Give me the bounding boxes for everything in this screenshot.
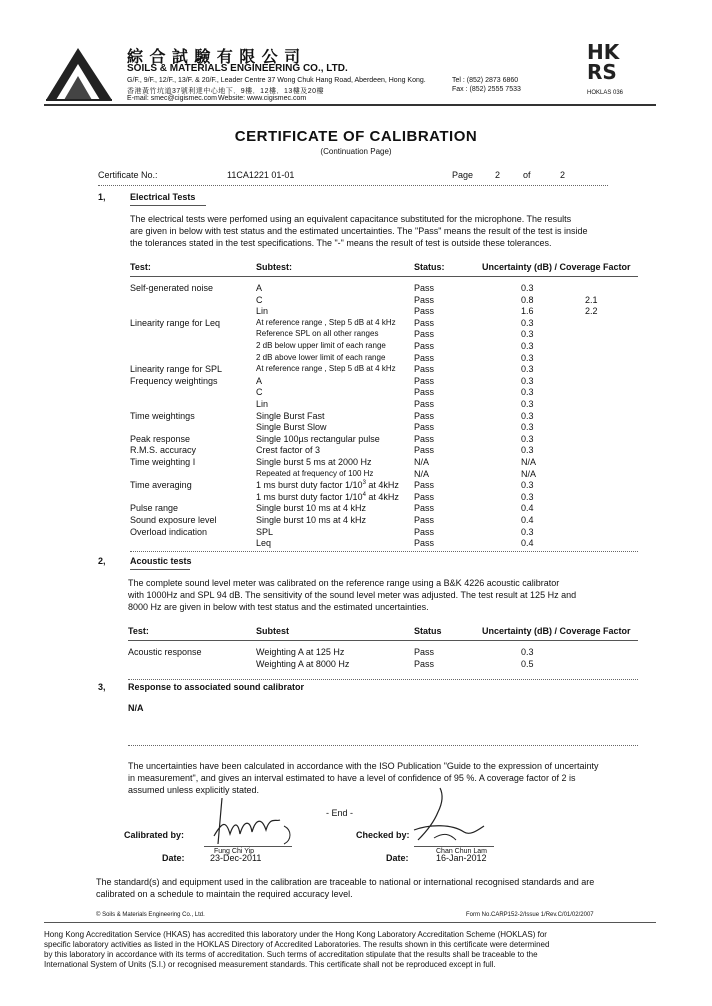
cell-subtest: Single Burst Slow <box>256 422 327 433</box>
cell-subtest: Single burst 10 ms at 4 kHz <box>256 515 367 525</box>
fax: Fax : (852) 2555 7533 <box>452 86 521 93</box>
cell-uncertainty: 0.3 <box>521 422 534 433</box>
cell-subtest: 2 dB below upper limit of each range <box>256 341 386 350</box>
cell-subtest: Reference SPL on all other ranges <box>256 329 379 339</box>
cell-status: Pass <box>414 352 435 363</box>
cell-uncertainty: 0.3 <box>521 364 534 375</box>
hkas-line: Hong Kong Accreditation Service (HKAS) has accredited this laboratory under the Hong Kong Laboratory Accreditation Scheme (HOKLAS) for <box>44 930 547 939</box>
cell-status: Pass <box>414 433 435 444</box>
checker-name: Chan Chun Lam <box>436 848 487 855</box>
cell-status: Pass <box>414 445 435 456</box>
cell-subtest <box>256 492 399 502</box>
copyright: © Soils & Materials Engineering Co., Ltd. <box>96 912 205 918</box>
cell-test: Frequency weightings <box>130 375 218 386</box>
cell-uncertainty: 0.4 <box>521 538 534 549</box>
cell-subtest: Weighting A at 125 Hz <box>256 647 345 657</box>
cell-status: Pass <box>414 526 435 537</box>
checked-date: 16-Jan-2012 <box>436 853 487 863</box>
cell-subtest: At reference range , Step 5 dB at 4 kHz <box>256 317 396 327</box>
cell-subtest: Repeated at frequency of 100 Hz <box>256 468 374 478</box>
cell-test: Time weightings <box>130 410 195 421</box>
cell-subtest: Single burst 10 ms at 4 kHz <box>256 503 367 514</box>
cell-status: Pass <box>414 329 435 340</box>
cell-subtest: Lin <box>256 399 269 409</box>
address-cn: 香港黃竹坑道37號利達中心地下．9樓．12樓．13樓及20樓 <box>127 88 325 95</box>
cell-status: Pass <box>414 283 435 293</box>
section3-title: Response to associated sound calibrator <box>128 682 305 692</box>
hoklas-logo <box>587 42 645 100</box>
cell-test: Pulse range <box>130 503 179 514</box>
cell-uncertainty: 0.8 <box>521 294 534 305</box>
cell-subtest-text: 1 ms burst duty factor 1/10 <box>256 480 363 491</box>
cell-subtest: SPL <box>256 526 274 537</box>
cell-status: Pass <box>414 503 435 514</box>
cell-coverage-factor: 2.2 <box>585 306 598 317</box>
cell-status: Pass <box>414 658 435 669</box>
traceability-line: calibrated on a schedule to maintain the required accuracy level. <box>96 889 353 899</box>
section3-value: N/A <box>128 703 144 713</box>
telephone: Tel : (852) 2873 6860 <box>452 77 519 84</box>
cell-subtest: Single Burst Fast <box>256 410 325 421</box>
cell-uncertainty: 0.3 <box>521 375 534 386</box>
cell-subtest-tail: at 4kHz <box>365 491 399 502</box>
certificate-subtitle: (Continuation Page) <box>320 147 392 156</box>
header-status: Status: <box>414 262 445 272</box>
cell-uncertainty: 0.3 <box>521 341 534 351</box>
cell-test: Overload indication <box>130 526 208 537</box>
cell-test: Linearity range for Leq <box>130 317 221 328</box>
cell-subtest: C <box>256 294 263 305</box>
cell-subtest-exponent: 3 <box>362 480 366 487</box>
cell-status: Pass <box>414 375 435 386</box>
company-name-en: SOILS & MATERIALS ENGINEERING CO., LTD. <box>127 63 348 74</box>
cell-test: Acoustic response <box>128 647 202 657</box>
calibrated-date-label: Date: <box>162 853 185 863</box>
header-uncertainty: Uncertainty (dB) / Coverage Factor <box>482 262 631 272</box>
traceability-line: The standard(s) and equipment used in the calibration are traceable to national or international recognised standards and are <box>96 877 595 887</box>
cell-status: N/A <box>414 457 430 467</box>
form-number: Form No.CARP152-2/Issue 1/Rev.C/01/02/2007 <box>466 912 594 918</box>
certificate-number-label: Certificate No.: <box>98 170 158 180</box>
cell-subtest-exponent: 4 <box>362 491 366 498</box>
cell-test: Time weighting I <box>130 457 196 467</box>
cell-subtest: At reference range , Step 5 dB at 4 kHz <box>256 364 396 374</box>
page-number: 2 <box>495 170 501 180</box>
section1-number: 1, <box>98 192 106 202</box>
cell-status: Pass <box>414 399 435 409</box>
cell-subtest: Weighting A at 8000 Hz <box>256 658 350 669</box>
cell-uncertainty: 0.3 <box>521 410 534 421</box>
cell-status: Pass <box>414 538 435 549</box>
uncertainty-note-line: assumed unless explicitly stated. <box>128 785 260 795</box>
cell-uncertainty: 0.3 <box>521 329 534 340</box>
certificate-title: CERTIFICATE OF CALIBRATION <box>234 128 478 145</box>
section2-para-line: with 1000Hz and SPL 94 dB. The sensitivity of the sound level meter was adjusted. The test result at 125 Hz and <box>128 590 577 600</box>
calibrated-date: 23-Dec-2011 <box>210 853 262 863</box>
certificate-number: 11CA1221 01-01 <box>227 170 295 180</box>
cell-subtest: A <box>256 375 263 386</box>
section3-number: 3, <box>98 682 106 692</box>
cell-subtest: A <box>256 283 263 293</box>
of-label: of <box>523 170 531 180</box>
section1-para-line: The electrical tests were perfomed using an equivalent capacitance substituted for the microphone. The results <box>130 214 572 224</box>
cell-uncertainty: 0.3 <box>521 445 534 456</box>
section2-para-line: The complete sound level meter was calibrated on the reference range using a B&K 4226 acoustic calibrator <box>128 578 560 588</box>
cell-uncertainty: 0.3 <box>521 480 534 491</box>
cell-status: N/A <box>414 468 430 479</box>
calibrator-signature <box>200 796 300 848</box>
website: Website: www.cigismec.com <box>218 95 307 102</box>
company-logo <box>44 44 114 102</box>
uncertainty-note-line: The uncertainties have been calculated in accordance with the ISO Publication "Guide to the expression of uncertainty <box>128 761 599 771</box>
cell-subtest: 2 dB above lower limit of each range <box>256 352 386 362</box>
cell-uncertainty: 0.4 <box>521 503 534 514</box>
cell-subtest: Lin <box>256 306 269 317</box>
calibrator-name: Fung Chi Yip <box>214 848 255 855</box>
cell-status: Pass <box>414 317 435 328</box>
cell-test: Peak response <box>130 433 191 444</box>
cell-uncertainty: N/A <box>521 468 537 479</box>
cell-uncertainty: 1.6 <box>521 306 534 317</box>
cell-status: Pass <box>414 422 435 433</box>
cell-status: Pass <box>414 491 435 502</box>
calibrated-by-label: Calibrated by: <box>124 830 185 840</box>
header-subtest: Subtest <box>256 626 290 636</box>
email: E-mail: smec@cigismec.com <box>127 95 217 102</box>
cell-test: Linearity range for SPL <box>130 364 223 375</box>
cell-uncertainty: 0.3 <box>521 433 534 444</box>
cell-status: Pass <box>414 341 435 351</box>
cell-uncertainty: 0.3 <box>521 317 534 328</box>
cell-uncertainty: 0.3 <box>521 647 534 657</box>
cell-uncertainty: N/A <box>521 457 537 467</box>
hkas-line: specific laboratory activities as listed in the HOKLAS Directory of Accredited Laboratories. The results shown in this certificate were determined <box>44 940 550 949</box>
cell-status: Pass <box>414 306 435 317</box>
hoklas-logo-text: HK RS <box>587 40 620 84</box>
section2-para-line: 8000 Hz are given in below with test status and the estimated uncertainties. <box>128 602 429 612</box>
cell-subtest: C <box>256 387 263 398</box>
page-label: Page <box>452 170 474 180</box>
uncertainty-note-line: in measurement", and gives an interval estimated to have a level of confidence of 95 %. A coverage factor of 2 is <box>128 773 576 783</box>
cell-status: Pass <box>414 387 435 398</box>
checked-by-label: Checked by: <box>356 830 410 840</box>
cell-subtest <box>256 480 399 490</box>
cell-subtest: Single burst 5 ms at 2000 Hz <box>256 457 372 467</box>
header-subtest: Subtest: <box>256 262 292 272</box>
cell-uncertainty: 0.3 <box>521 526 534 537</box>
header-uncertainty: Uncertainty (dB) / Coverage Factor <box>482 626 631 636</box>
cell-uncertainty: 0.3 <box>521 491 534 502</box>
cell-status: Pass <box>414 410 435 421</box>
cell-status: Pass <box>414 364 435 375</box>
header-status: Status <box>414 626 442 636</box>
cell-test: R.M.S. accuracy <box>130 445 197 456</box>
cell-uncertainty: 0.3 <box>521 352 534 363</box>
cell-subtest-tail: at 4kHz <box>365 480 399 491</box>
cell-subtest-text: 1 ms burst duty factor 1/10 <box>256 491 363 502</box>
cell-status: Pass <box>414 480 435 491</box>
cell-subtest: Single 100µs rectangular pulse <box>256 433 380 444</box>
cell-test: Self-generated noise <box>130 283 214 293</box>
page-total: 2 <box>560 170 566 180</box>
hkas-line: by this laboratory in accordance with its terms of accreditation. Such terms of accreditation stipulate that the results shall be traceable to the <box>44 950 538 959</box>
cell-uncertainty: 0.3 <box>521 387 534 398</box>
cell-status: Pass <box>414 647 435 657</box>
header-test: Test: <box>130 262 151 272</box>
header-test: Test: <box>128 626 149 636</box>
section1-para-line: are given in below with test status and the estimated uncertainties. The "Pass" means the result of the test is inside <box>130 226 588 236</box>
cell-uncertainty: 0.5 <box>521 658 534 669</box>
section1-title: Electrical Tests <box>130 192 196 202</box>
cell-uncertainty: 0.3 <box>521 399 534 409</box>
checked-date-label: Date: <box>386 853 409 863</box>
cell-uncertainty: 0.3 <box>521 283 534 293</box>
cell-subtest: Leq <box>256 538 272 549</box>
hkas-line: International System of Units (S.I.) or recognised measurement standards. This certificate shall not be reproduced except in full. <box>44 960 496 969</box>
end-mark: - End - <box>326 808 354 818</box>
company-name-cn: 綜 合 試 驗 有 限 公 司 <box>127 49 302 66</box>
checker-signature <box>404 786 494 846</box>
cell-uncertainty: 0.4 <box>521 515 534 525</box>
hoklas-logo-caption: HOKLAS 036 <box>587 90 624 96</box>
section2-number: 2, <box>98 556 106 566</box>
section2-title: Acoustic tests <box>130 556 192 566</box>
section1-para-line: the tolerances stated in the test specifications. The "-" means the result of test is outside these tolerances. <box>130 238 552 248</box>
cell-test: Time averaging <box>130 480 192 491</box>
cell-status: Pass <box>414 294 435 305</box>
cell-test: Sound exposure level <box>130 515 217 525</box>
cell-subtest: Crest factor of 3 <box>256 445 321 456</box>
cell-status: Pass <box>414 515 435 525</box>
address-en: G/F., 9/F., 12/F., 13/F. & 20/F., Leader Centre 37 Wong Chuk Hang Road, Aberdeen, Hong Kong. <box>127 77 426 84</box>
cell-coverage-factor: 2.1 <box>585 294 598 305</box>
